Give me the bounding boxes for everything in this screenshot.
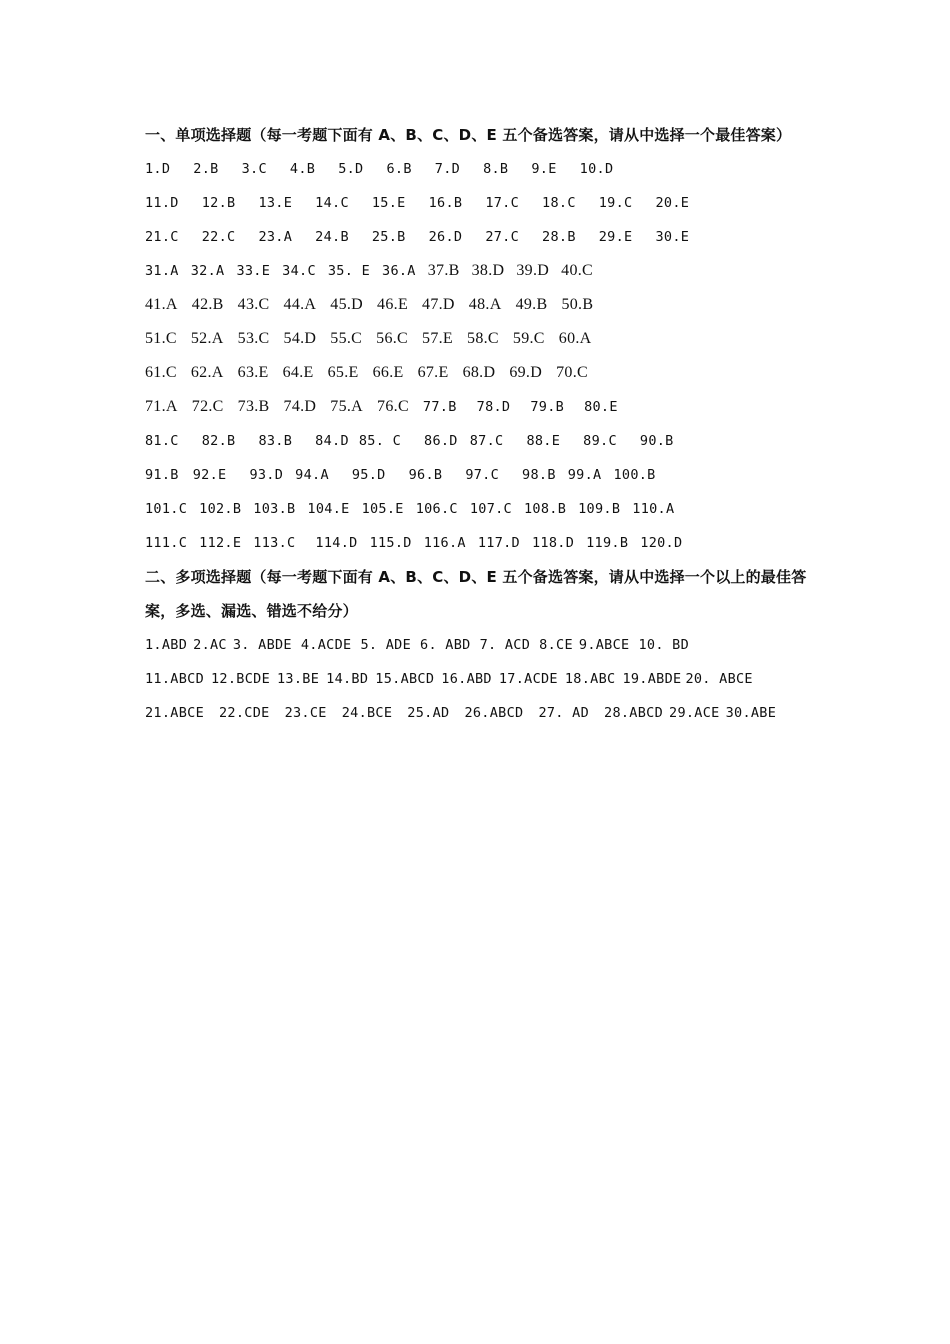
section1-row-11 bbox=[145, 492, 825, 526]
answer-item: 64.E bbox=[282, 364, 314, 381]
answer-item: 74.D bbox=[283, 398, 317, 415]
section1-row-4 bbox=[145, 254, 825, 288]
answer-item: 108.B bbox=[523, 501, 567, 517]
answer-item: 1.D bbox=[145, 161, 171, 177]
section1-row-5 bbox=[145, 288, 825, 322]
answer-item: 13.BE bbox=[277, 671, 320, 687]
answer-item: 77.B bbox=[422, 399, 457, 415]
answer-item: 23.A bbox=[258, 229, 293, 245]
answer-item: 6.B bbox=[386, 161, 412, 177]
answer-item: 20. ABCE bbox=[685, 671, 753, 687]
answer-item: 28.ABCD bbox=[604, 705, 664, 721]
answer-item: 98.B bbox=[522, 467, 556, 483]
answer-item: 28.B bbox=[542, 229, 576, 245]
answer-item: 2.B bbox=[193, 161, 219, 177]
answer-item: 66.E bbox=[372, 364, 404, 381]
answer-item: 43.C bbox=[237, 296, 270, 313]
answer-item: 18.C bbox=[542, 195, 576, 211]
answer-item: 111.C bbox=[145, 535, 188, 551]
answer-item: 26.ABCD bbox=[464, 705, 524, 721]
answer-item: 112.E bbox=[199, 535, 242, 551]
section1-row-2 bbox=[145, 186, 825, 220]
answer-item: 89.C bbox=[583, 433, 617, 449]
answer-item: 90.B bbox=[639, 433, 674, 449]
answer-item: 39.D bbox=[516, 262, 550, 279]
answer-item: 95.D bbox=[351, 467, 386, 483]
answer-item: 17.C bbox=[485, 195, 520, 211]
answer-item: 26.D bbox=[428, 229, 463, 245]
answer-item: 92.E bbox=[192, 467, 227, 483]
answer-item: 65.E bbox=[327, 364, 359, 381]
answer-item: 24.B bbox=[315, 229, 349, 245]
answer-item: 71.A bbox=[145, 398, 178, 415]
answer-item: 27.C bbox=[485, 229, 520, 245]
answer-item: 11.D bbox=[145, 195, 179, 211]
answer-item: 61.C bbox=[145, 364, 177, 381]
answer-item: 72.C bbox=[191, 398, 224, 415]
answer-item: 79.B bbox=[530, 399, 565, 415]
answer-item: 21.C bbox=[145, 229, 179, 245]
answer-item: 53.C bbox=[237, 330, 270, 347]
answer-item: 22.CDE bbox=[219, 705, 270, 721]
answer-item: 105.E bbox=[361, 501, 404, 517]
answer-item: 52.A bbox=[190, 330, 224, 347]
answer-item: 78.D bbox=[476, 399, 511, 415]
answer-item: 93.D bbox=[249, 467, 284, 483]
answer-item: 96.B bbox=[408, 467, 443, 483]
section1-row-9 bbox=[145, 424, 825, 458]
answer-item: 30.E bbox=[655, 229, 690, 245]
answer-item: 34.C bbox=[282, 263, 316, 279]
answer-item: 3. ABDE bbox=[232, 637, 292, 653]
answer-item: 27. AD bbox=[538, 705, 590, 721]
section1-row-6 bbox=[145, 322, 825, 356]
answer-item: 18.ABC bbox=[564, 671, 616, 687]
answer-item: 4.ACDE bbox=[300, 637, 352, 653]
answer-item: 38.D bbox=[471, 262, 505, 279]
answer-item: 107.C bbox=[469, 501, 512, 517]
answer-item: 80.E bbox=[584, 399, 618, 415]
answer-item: 62.A bbox=[190, 364, 224, 381]
answer-item: 11.ABCD bbox=[145, 671, 204, 687]
answer-item: 12.B bbox=[201, 195, 236, 211]
section2-row-1 bbox=[145, 628, 825, 662]
answer-item: 23.CE bbox=[284, 705, 327, 721]
answer-item: 1.ABD bbox=[145, 637, 188, 653]
answer-item: 9.ABCE bbox=[578, 637, 630, 653]
answer-item: 67.E bbox=[417, 364, 449, 381]
answer-item: 115.D bbox=[369, 535, 412, 551]
answer-item: 14.BD bbox=[326, 671, 369, 687]
answer-item: 57.E bbox=[422, 330, 454, 347]
section2-heading: 二、多项选择题（每一考题下面有 A、B、C、D、E 五个备选答案，请从中选择一个以上的最佳答案，多选、漏选、错选不给分） bbox=[145, 568, 807, 620]
answer-item: 41.A bbox=[145, 296, 178, 313]
answer-item: 85. C bbox=[358, 433, 402, 449]
answer-item: 32.A bbox=[190, 263, 225, 279]
answer-item: 16.B bbox=[428, 195, 463, 211]
answer-item: 17.ACDE bbox=[498, 671, 558, 687]
section1-row-7 bbox=[145, 356, 825, 390]
answer-item: 10. BD bbox=[638, 637, 690, 653]
answer-item: 116.A bbox=[423, 535, 466, 551]
answer-item: 91.B bbox=[145, 467, 179, 483]
answer-item: 6. ABD bbox=[420, 637, 471, 653]
answer-item: 118.D bbox=[531, 535, 575, 551]
answer-item: 9.E bbox=[531, 161, 557, 177]
answer-item: 44.A bbox=[283, 296, 317, 313]
answer-item: 29.ACE bbox=[669, 705, 720, 721]
answer-item: 29.E bbox=[598, 229, 633, 245]
answer-item: 45.D bbox=[330, 296, 364, 313]
answer-item: 36.A bbox=[382, 263, 416, 279]
answer-item: 81.C bbox=[145, 433, 179, 449]
answer-item: 4.B bbox=[289, 161, 316, 177]
answer-item: 12.BCDE bbox=[211, 671, 270, 687]
answer-item: 16.ABD bbox=[441, 671, 492, 687]
answer-item: 86.D bbox=[424, 433, 458, 449]
answer-item: 24.BCE bbox=[341, 705, 393, 721]
answer-item: 7.D bbox=[434, 161, 461, 177]
answer-content bbox=[145, 118, 825, 730]
answer-item: 104.E bbox=[307, 501, 350, 517]
answer-item: 103.B bbox=[253, 501, 296, 517]
answer-item: 101.C bbox=[145, 501, 188, 517]
section1-row-12 bbox=[145, 526, 825, 560]
answer-item: 76.C bbox=[377, 398, 409, 415]
answer-item: 13.E bbox=[258, 195, 293, 211]
section1-heading: 一、单项选择题（每一考题下面有 A、B、C、D、E 五个备选答案，请从中选择一个最佳答案） bbox=[145, 126, 792, 144]
answer-item: 69.D bbox=[509, 364, 543, 381]
answer-item: 83.B bbox=[258, 433, 293, 449]
answer-item: 14.C bbox=[315, 195, 349, 211]
answer-item: 120.D bbox=[640, 535, 683, 551]
answer-item: 31.A bbox=[145, 263, 179, 279]
answer-item: 2.AC bbox=[193, 637, 227, 653]
answer-item: 54.D bbox=[283, 330, 317, 347]
answer-item: 35. E bbox=[327, 263, 371, 279]
answer-item: 8.B bbox=[483, 161, 509, 177]
answer-item: 60.A bbox=[558, 330, 592, 347]
answer-item: 19.ABDE bbox=[622, 671, 682, 687]
section2-row-3 bbox=[145, 696, 825, 730]
answer-item: 58.C bbox=[467, 330, 499, 347]
answer-item: 8.CE bbox=[539, 637, 573, 653]
answer-item: 110.A bbox=[632, 501, 675, 517]
answer-item: 22.C bbox=[201, 229, 236, 245]
answer-item: 20.E bbox=[655, 195, 690, 211]
answer-item: 42.B bbox=[191, 296, 224, 313]
answer-item: 15.E bbox=[371, 195, 406, 211]
answer-item: 48.A bbox=[468, 296, 502, 313]
answer-item: 40.C bbox=[561, 262, 594, 279]
answer-item: 70.C bbox=[556, 364, 588, 381]
section1-row-8 bbox=[145, 390, 825, 424]
answer-item: 37.B bbox=[427, 262, 460, 279]
answer-item: 5.D bbox=[338, 161, 364, 177]
answer-item: 88.E bbox=[526, 433, 561, 449]
answer-item: 100.B bbox=[613, 467, 656, 483]
answer-item: 75.A bbox=[330, 398, 364, 415]
answer-item: 21.ABCE bbox=[145, 705, 204, 721]
answer-item: 63.E bbox=[237, 364, 269, 381]
answer-item: 102.B bbox=[199, 501, 242, 517]
answer-item: 47.D bbox=[422, 296, 455, 313]
answer-item: 56.C bbox=[376, 330, 409, 347]
answer-item: 82.B bbox=[201, 433, 236, 449]
section1-row-10 bbox=[145, 458, 825, 492]
answer-item: 84.D bbox=[315, 433, 349, 449]
answer-item: 119.B bbox=[586, 535, 629, 551]
answer-item: 33.E bbox=[236, 263, 271, 279]
answer-item: 51.C bbox=[145, 330, 177, 347]
answer-item: 7. ACD bbox=[479, 637, 531, 653]
answer-item: 3.C bbox=[241, 161, 267, 177]
answer-item: 94.A bbox=[295, 467, 329, 483]
section1-row-1 bbox=[145, 152, 825, 186]
answer-item: 87.C bbox=[469, 433, 504, 449]
answer-item: 117.D bbox=[477, 535, 520, 551]
answer-item: 114.D bbox=[315, 535, 358, 551]
answer-item: 46.E bbox=[377, 296, 409, 313]
answer-item: 109.B bbox=[578, 501, 621, 517]
answer-item: 68.D bbox=[462, 364, 496, 381]
answer-item: 25.AD bbox=[407, 705, 450, 721]
answer-item: 59.C bbox=[512, 330, 545, 347]
answer-item: 15.ABCD bbox=[375, 671, 435, 687]
answer-item: 49.B bbox=[515, 296, 548, 313]
section1-row-3 bbox=[145, 220, 825, 254]
answer-item: 73.B bbox=[237, 398, 270, 415]
answer-item: 25.B bbox=[371, 229, 406, 245]
section2-row-2 bbox=[145, 662, 825, 696]
answer-item: 10.D bbox=[579, 161, 614, 177]
answer-item: 5. ADE bbox=[360, 637, 412, 653]
answer-item: 113.C bbox=[253, 535, 296, 551]
answer-item: 55.C bbox=[330, 330, 363, 347]
answer-item: 99.A bbox=[567, 467, 602, 483]
answer-item: 30.ABE bbox=[725, 705, 777, 721]
answer-item: 106.C bbox=[415, 501, 458, 517]
answer-item: 19.C bbox=[598, 195, 633, 211]
answer-item: 50.B bbox=[561, 296, 594, 313]
answer-item: 97.C bbox=[465, 467, 500, 483]
